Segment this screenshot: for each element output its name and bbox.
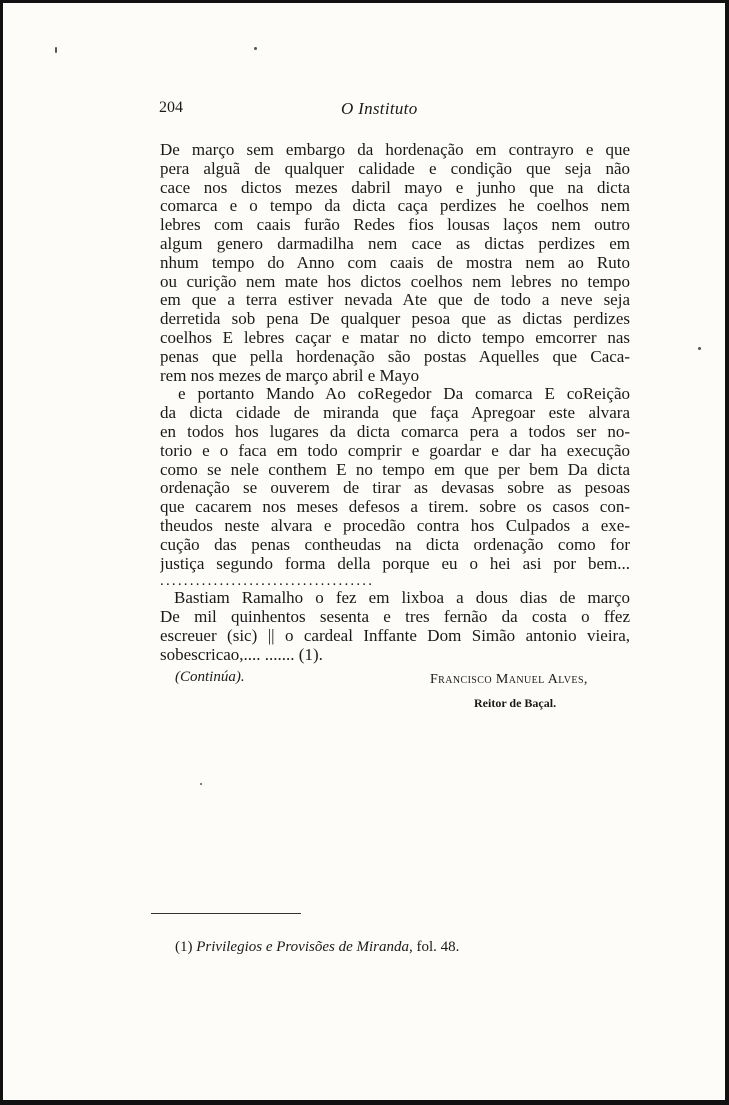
- text-line: comarca e o tempo da dicta caça perdizes he coelhos nem: [160, 197, 630, 216]
- text-line: De mil quinhentos sesenta e tres fernão da costa o ffez: [160, 608, 630, 627]
- text-line: sobescricao,.... ....... (1).: [160, 645, 323, 664]
- text-line: rem nos mezes de março abril e Mayo: [160, 366, 420, 385]
- text-line: que cacarem nos meses defesos a tirem. sobre os casos con-: [160, 498, 630, 517]
- text-line: De março sem embargo da hordenação em contrayro e que: [160, 141, 630, 159]
- page-header: [3, 99, 725, 123]
- text-line: cace nos dictos mezes dabril mayo e junho que na dicta: [160, 178, 630, 197]
- author-role: Reitor de Baçal.: [474, 696, 557, 710]
- body-text: [160, 141, 630, 665]
- text-line: e portanto Mando Ao coRegedor Da comarca E coReição: [178, 385, 630, 404]
- text-line: coelhos E lebres caçar e matar no dicto tempo emcorrer nas: [160, 328, 630, 347]
- scan-speck: [698, 347, 701, 350]
- document-page: [3, 3, 725, 1100]
- text-line: escreuer (sic) || o cardeal Inffante Dom Simão antonio vieira,: [160, 626, 630, 645]
- text-line: como se nele conthem E no tempo em que per bem Da dicta: [160, 460, 630, 479]
- page-number: 204: [159, 99, 183, 116]
- scan-speck: [200, 783, 202, 785]
- text-line: derretida sob pena De qualquer pesoa que as dictas perdizes: [160, 310, 630, 329]
- text-line: da dicta cidade de miranda que faça Apregoar este alvara: [160, 404, 630, 423]
- text-line: torio e o faca em todo comprir e goardar e dar ha execução: [160, 441, 630, 460]
- text-line: lebres com caais furão Redes fios lousas laços nem outro: [160, 216, 630, 235]
- author-name: Francisco Manuel Alves,: [430, 672, 588, 687]
- text-line: penas que pella hordenação são postas Aquelles que Caca-: [160, 347, 630, 366]
- footnote-title: Privilegios e Provisões de Miranda,: [196, 939, 413, 955]
- text-line: theudos neste alvara e procedão contra hos Culpados a exe-: [160, 516, 630, 535]
- footnote-marker: (1): [175, 939, 193, 955]
- text-line: pera alguã de qualquer calidade e condição que seja não: [160, 159, 630, 178]
- running-title: O Instituto: [341, 99, 418, 118]
- text-line: nhum tempo do Anno com caais de mostra nem ao Ruto: [160, 253, 630, 272]
- text-line: justiça segundo forma della porque eu o hei asi por bem...: [160, 554, 630, 573]
- footnote-rule: [151, 913, 301, 914]
- scan-speck: [55, 47, 57, 53]
- scan-speck: [254, 47, 257, 50]
- text-line: Bastiam Ramalho o fez em lixboa a dous dias de março: [174, 589, 630, 608]
- ellipsis-line: ....................................: [160, 573, 375, 590]
- text-line: em que a terra estiver nevada Ate que de todo a neve seja: [160, 291, 630, 310]
- text-line: cução das penas contheudas na dicta ordenação como for: [160, 535, 630, 554]
- text-line: algum genero darmadilha nem cace as dictas perdizes em: [160, 234, 630, 253]
- continua-note: (Continúa).: [175, 669, 245, 685]
- text-line: ordenação se ouverem de tirar as devasas sobre as pesoas: [160, 479, 630, 498]
- footnote-ref: fol. 48.: [416, 939, 460, 955]
- text-line: ou curição nem mate hos dictos coelhos nem lebres no tempo: [160, 272, 630, 291]
- footnote: [175, 939, 459, 956]
- text-line: en todos hos lugares da dicta comarca pera a todos ser no-: [160, 422, 630, 441]
